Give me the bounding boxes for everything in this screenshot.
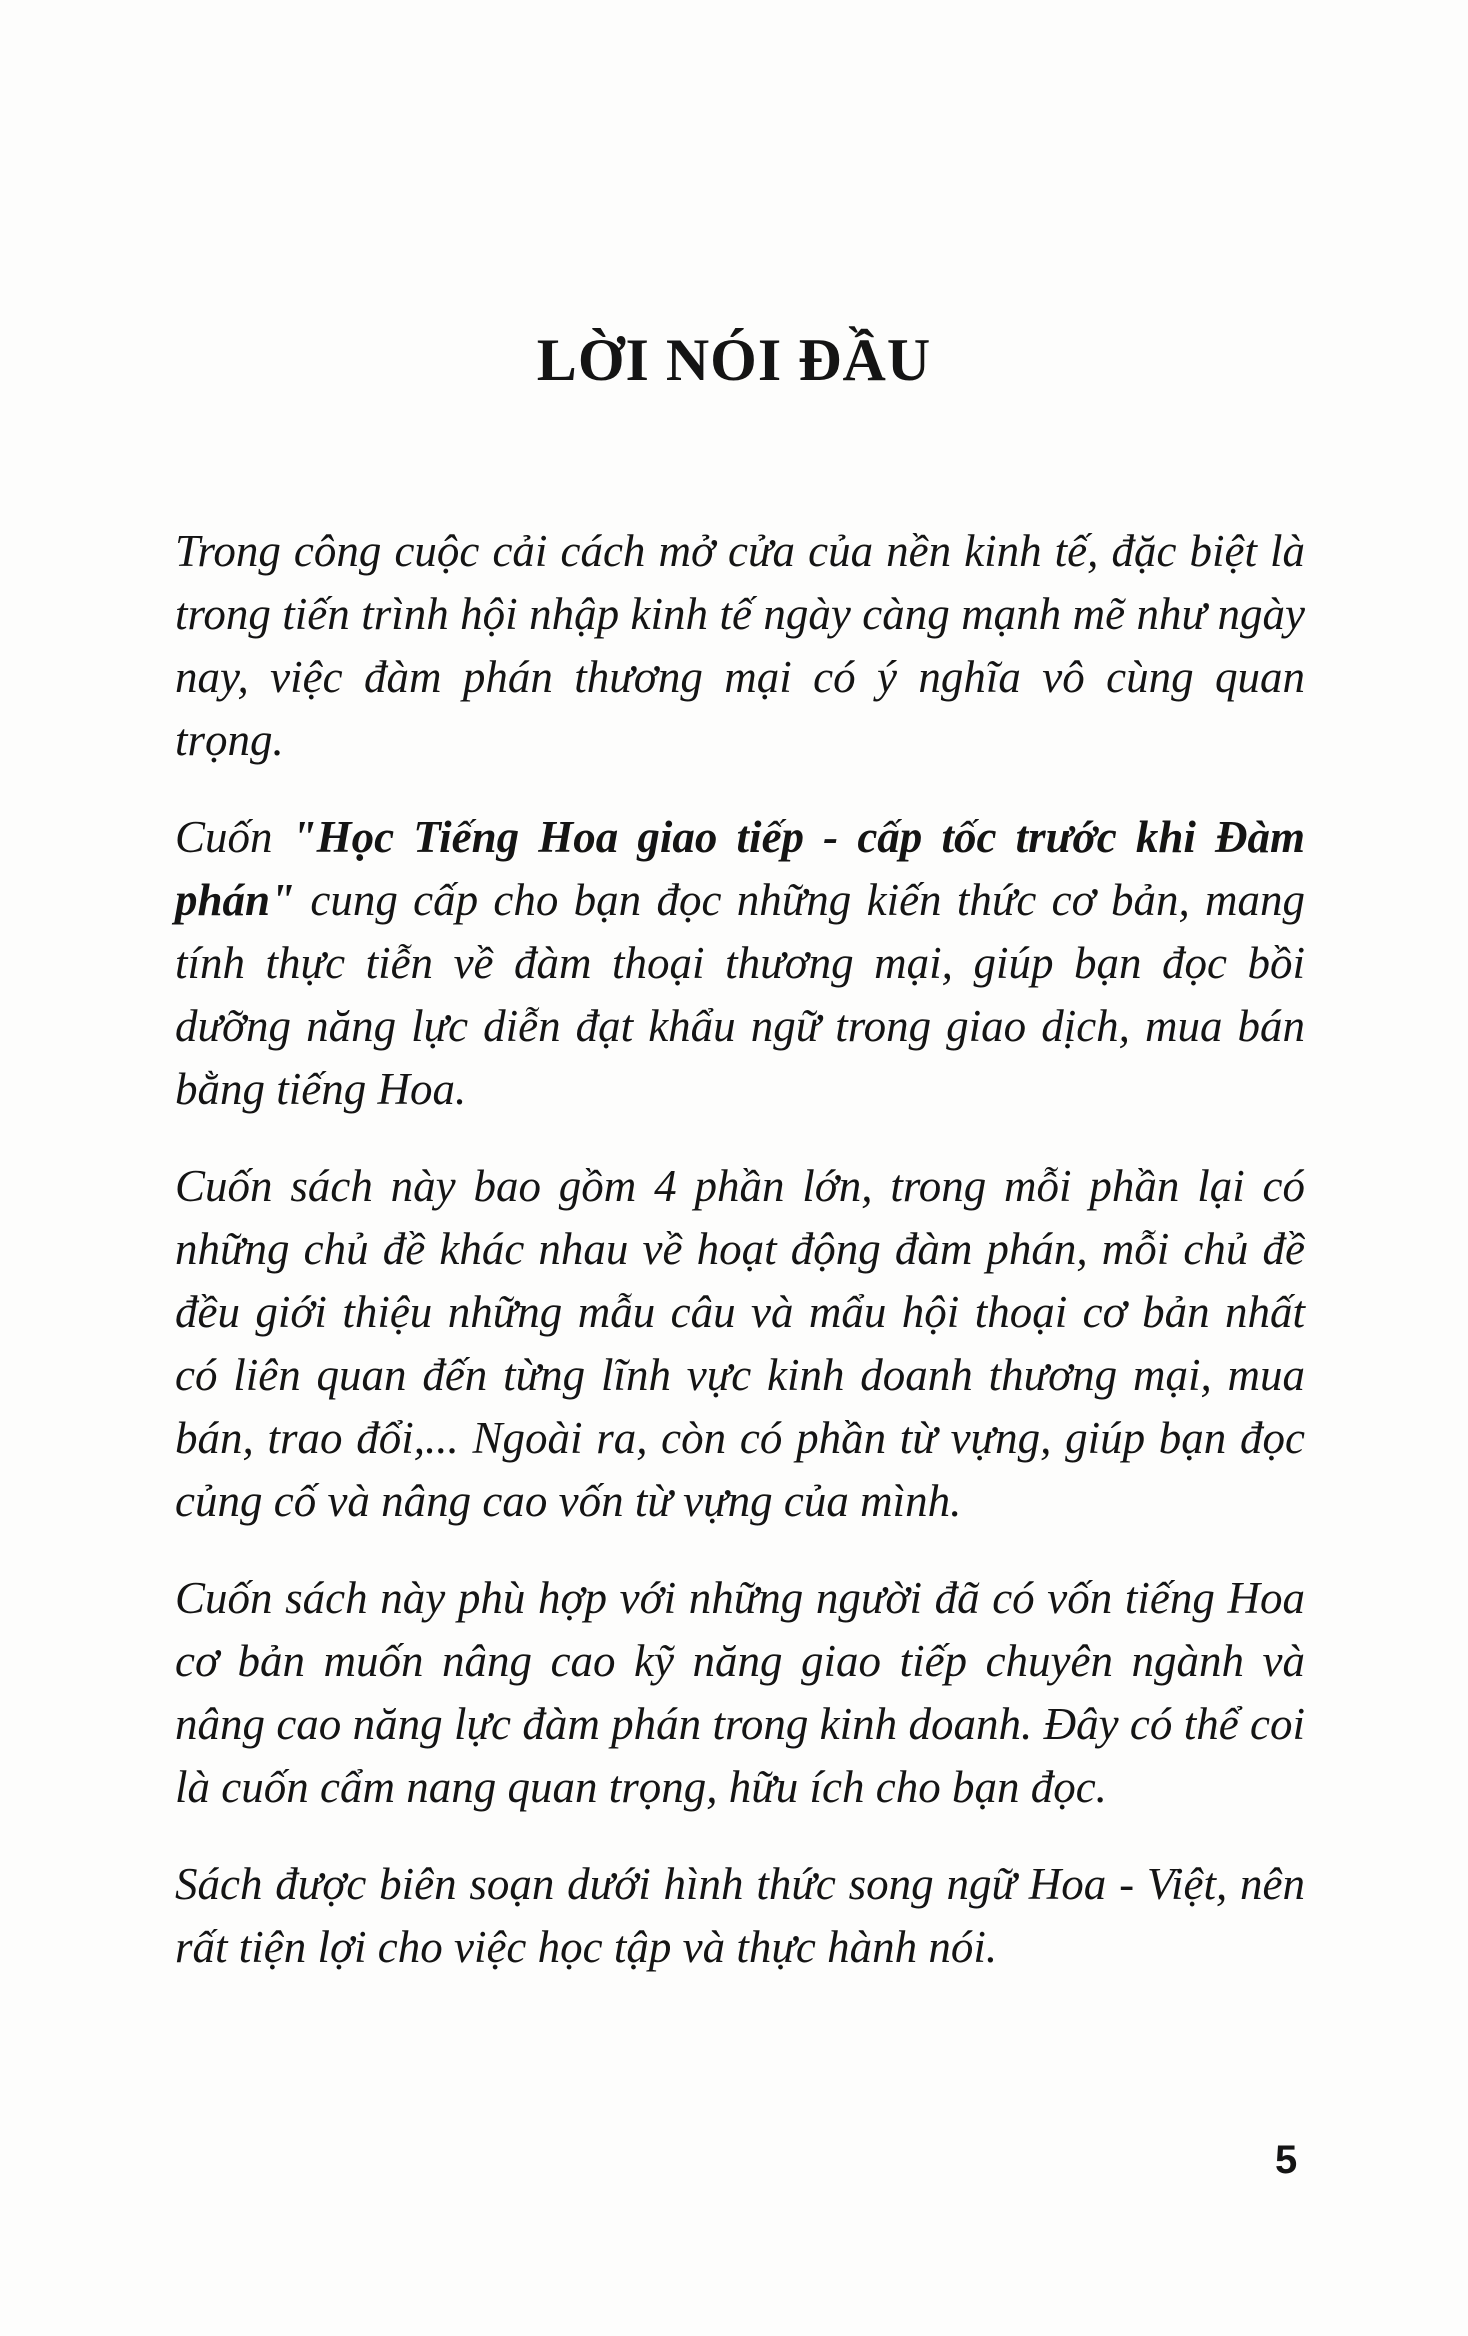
book-title-highlight: "Học Tiếng Hoa giao tiếp - cấp tốc trước khi Đàm phán": [175, 812, 1305, 925]
body-text: [175, 520, 1305, 2013]
paragraph-3: [175, 1155, 1305, 1533]
paragraph-3-text: Cuốn sách này bao gồm 4 phần lớn, trong mỗi phần lại có những chủ đề khác nhau về hoạt động đàm phán, mỗi chủ đề đều giới thiệu những mẫu câu và mẩu hội thoại cơ bản nhất có liên quan đến từng lĩnh vực kinh doanh thương mại, mua bán, trao đổi,... Ngoài ra, còn có phần từ vựng, giúp bạn đọc củng cố và nâng cao vốn từ vựng của mình.: [175, 1161, 1305, 1526]
paragraph-5: [175, 1853, 1305, 1979]
paragraph-2-text: cung cấp cho bạn đọc những kiến thức cơ bản, mang tính thực tiễn về đàm thoại thương mại, giúp bạn đọc bồi dưỡng năng lực diễn đạt khẩu ngữ trong giao dịch, mua bán bằng tiếng Hoa.: [175, 875, 1305, 1114]
paragraph-5-text: Sách được biên soạn dưới hình thức song ngữ Hoa - Việt, nên rất tiện lợi cho việc học tập và thực hành nói.: [175, 1859, 1305, 1972]
paragraph-4: [175, 1567, 1305, 1819]
page-number: 5: [1275, 2138, 1298, 2182]
paragraph-2: [175, 806, 1305, 1121]
paragraph-1-text: Trong công cuộc cải cách mở cửa của nền kinh tế, đặc biệt là trong tiến trình hội nhập kinh tế ngày càng mạnh mẽ như ngày nay, việc đàm phán thương mại có ý nghĩa vô cùng quan trọng.: [175, 526, 1305, 765]
paragraph-1: [175, 520, 1305, 772]
page-title: LỜI NÓI ĐẦU: [536, 327, 932, 393]
paragraph-4-text: Cuốn sách này phù hợp với những người đã có vốn tiếng Hoa cơ bản muốn nâng cao kỹ năng giao tiếp chuyên ngành và nâng cao năng lực đàm phán trong kinh doanh. Đây có thể coi là cuốn cẩm nang quan trọng, hữu ích cho bạn đọc.: [175, 1573, 1305, 1812]
paragraph-2-prefix: Cuốn: [175, 812, 292, 862]
